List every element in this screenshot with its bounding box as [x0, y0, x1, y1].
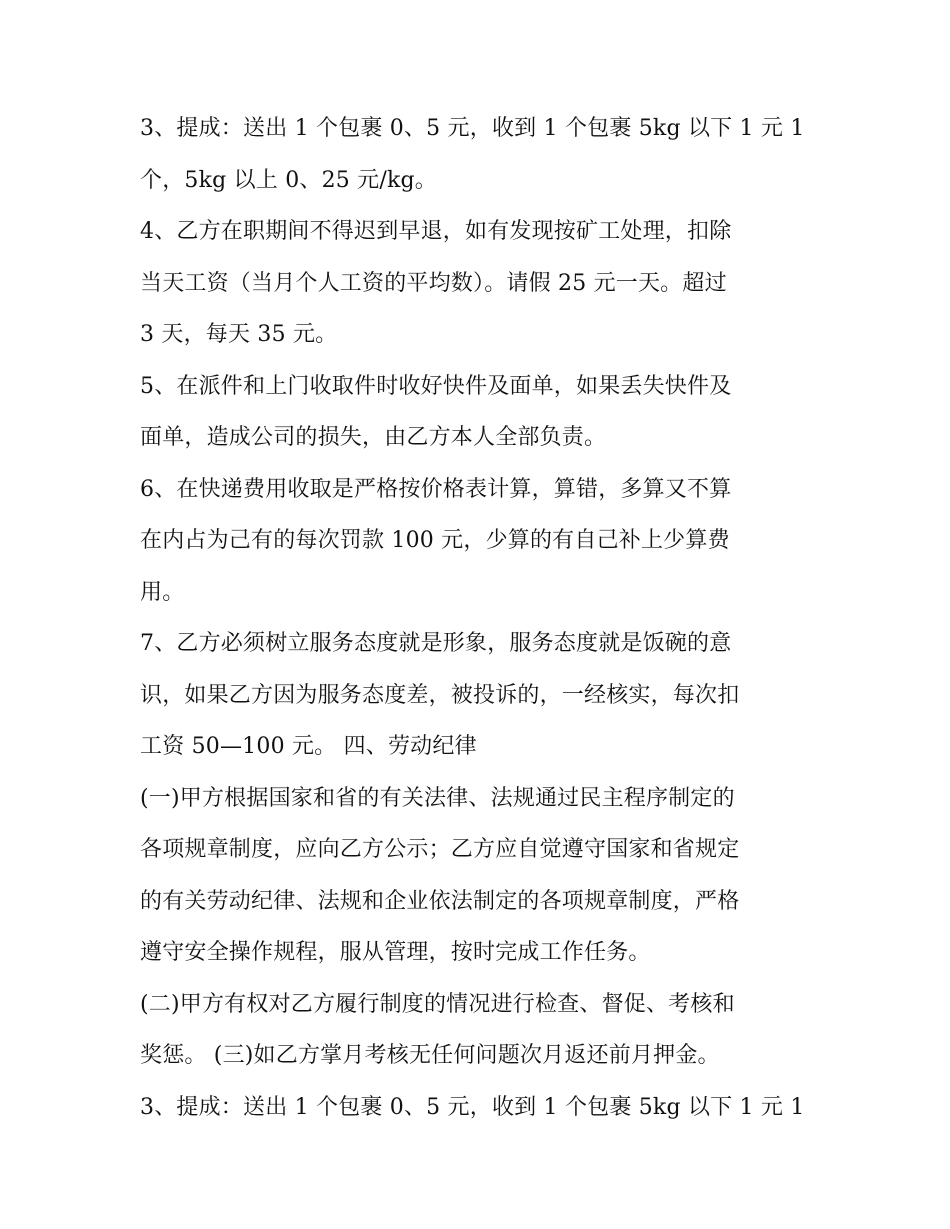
text-line: 在内占为己有的每次罚款 100 元，少算的有自己补上少算费 — [140, 528, 730, 553]
document-body — [140, 103, 820, 1133]
text-line: 5、在派件和上门收取件时收好快件及面单，如果丢失快件及 — [140, 373, 732, 399]
text-line: 3、提成：送出 1 个包裹 0、5 元，收到 1 个包裹 5kg 以下 1 元 1 — [140, 116, 805, 141]
text-line: 3 天，每天 35 元。 — [140, 322, 338, 347]
text-line: 面单，造成公司的损失，由乙方本人全部负责。 — [140, 425, 607, 450]
text-line: 当天工资（当月个人工资的平均数）。请假 25 元一天。超过 — [140, 270, 727, 296]
text-line: 7、乙方必须树立服务态度就是形象，服务态度就是饭碗的意 — [140, 631, 732, 656]
text-line: 的有关劳动纪律、法规和企业依法制定的各项规章制度，严格 — [140, 888, 740, 914]
text-line: 遵守安全操作规程，服从管理，按时完成工作任务。 — [140, 940, 651, 965]
text-line: 个，5kg 以上 0、25 元/kg。 — [140, 167, 438, 193]
text-line: 各项规章制度，应向乙方公示；乙方应自觉遵守国家和省规定 — [140, 837, 740, 862]
text-line: 奖惩。 (三)如乙方掌月考核无任何问题次月返还前月押金。 — [140, 1043, 720, 1068]
text-line: 4、乙方在职期间不得迟到早退，如有发现按矿工处理，扣除 — [140, 219, 732, 244]
text-line: 3、提成：送出 1 个包裹 0、5 元，收到 1 个包裹 5kg 以下 1 元 1 — [140, 1094, 805, 1120]
text-line: 工资 50—100 元。 四、劳动纪律 — [140, 734, 477, 759]
text-line: 用。 — [140, 579, 185, 605]
text-line: 6、在快递费用收取是严格按价格表计算，算错，多算又不算 — [140, 476, 732, 502]
text-line: 识，如果乙方因为服务态度差，被投诉的，一经核实，每次扣 — [140, 682, 740, 708]
text-line: (二)甲方有权对乙方履行制度的情况进行检查、督促、考核和 — [140, 991, 735, 1017]
text-line: (一)甲方根据国家和省的有关法律、法规通过民主程序制定的 — [140, 785, 735, 811]
